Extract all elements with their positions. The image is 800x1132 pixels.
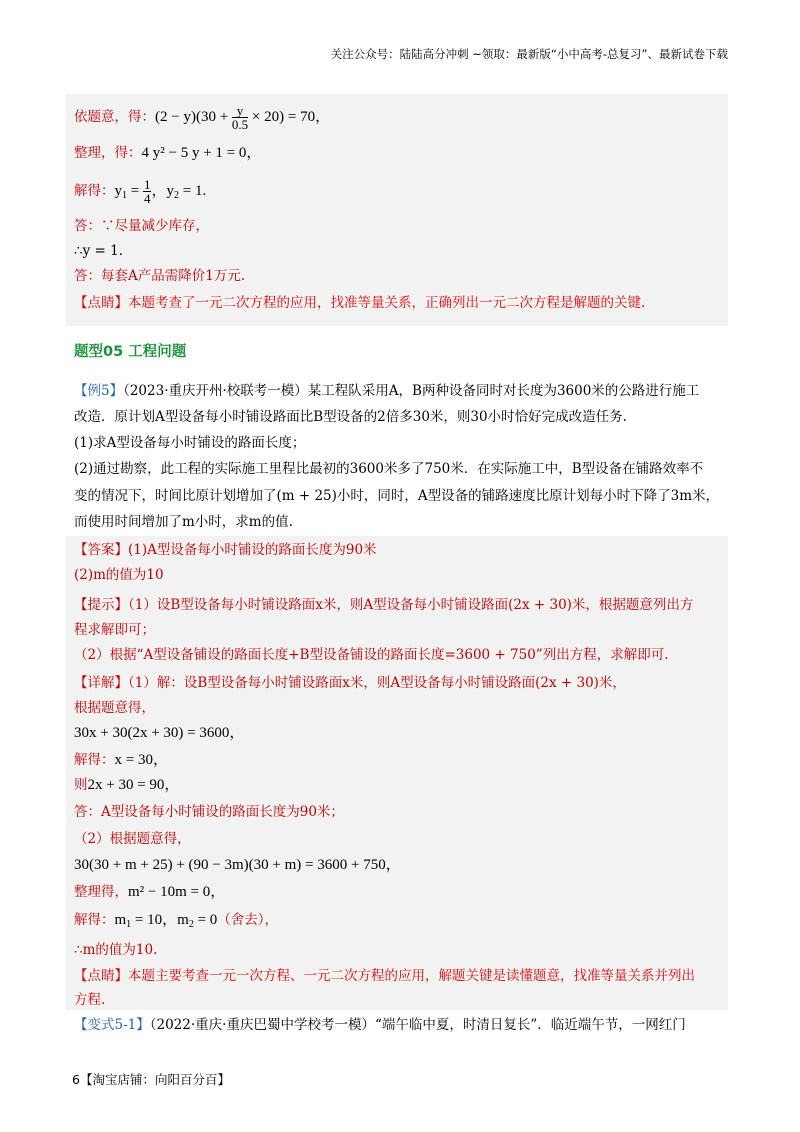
example-tag: 【例5】: [74, 383, 124, 399]
solution-line: 解得：$y_1$ = $\frac{1}{4}$ ，$y_2 = 1$.: [74, 177, 207, 206]
page-header: 关注公众号：陆陆高分冲刺 ~领取：最新版“小中高考-总复习”、最新试卷下载: [330, 47, 728, 61]
question-line: 改造．原计划A型设备每小时铺设路面比B型设备的2倍多30米，则30小时恰好完成改造任务.: [74, 409, 627, 425]
detail-line: 30x + 30(2x + 30) = 3600，: [74, 725, 245, 741]
hint-line: 程求解即可；: [74, 622, 155, 638]
detail-line: 则2x + 30 = 90，: [74, 777, 180, 793]
question-line: 变的情况下，时间比原计划增加了(m + 25)小时，同时，A型设备的铺路速度比原计划每小时下降了3m米，: [74, 488, 720, 504]
detail-line: 根据题意得，: [74, 700, 155, 716]
variant-line: 【变式5-1】（2022·重庆·重庆巴蜀中学校考一模）“端午临中夏，时清日复长”．临近端午节，一网红门: [74, 1017, 686, 1033]
answer-line: 【答案】(1)A型设备每小时铺设的路面长度为90米: [74, 542, 377, 558]
question-line: 而使用时间增加了m小时，求m的值.: [74, 514, 293, 530]
comment-line: 【点睛】本题主要考查一元一次方程、一元二次方程的应用，解题关键是读懂题意，找准等量关系并列出: [74, 968, 695, 984]
detail-line: ∴m的值为10.: [74, 942, 158, 958]
question-line: 【例5】（2023·重庆开州·校联考一模）某工程队采用A，B两种设备同时对长度为3600米的公路进行施工: [74, 383, 700, 399]
section-title: 题型05 工程问题: [74, 344, 187, 360]
variant-tag: 【变式5-1】: [74, 1017, 150, 1033]
page-footer: 6【淘宝店铺：向阳百分百】: [72, 1072, 230, 1087]
hint-line: 【提示】（1）设B型设备每小时铺设路面x米，则A型设备每小时铺设路面(2x + 30)米，根据题意列出方: [74, 597, 694, 613]
comment-line: 【点睛】本题考查了一元二次方程的应用，找准等量关系，正确列出一元二次方程是解题的关键.: [74, 295, 646, 311]
solution-line: 答：∵尽量减少库存，: [74, 218, 209, 234]
detail-line: 【详解】（1）解：设B型设备每小时铺设路面x米，则A型设备每小时铺设路面(2x + 30)米，: [74, 675, 626, 691]
hint-line: （2）根据“A型设备铺设的路面长度+B型设备铺设的路面长度=3600 + 750”列出方程，求解即可.: [74, 647, 669, 663]
detail-line: （2）根据题意得，: [74, 831, 191, 847]
solution-line: 整理，得：4 y² − 5 y + 1 = 0，: [74, 145, 262, 161]
question-line: (1)求A型设备每小时铺设的路面长度；: [74, 435, 306, 451]
detail-line: 答：A型设备每小时铺设的路面长度为90米；: [74, 804, 344, 820]
solution-line: 依题意，得：(2 − y)(30 + $\frac{y}{0.5}$ × 20) = 70，: [74, 103, 331, 132]
solution-line: 答：每套A产品需降价1万元.: [74, 268, 246, 284]
detail-line: 解得：x = 30，: [74, 752, 168, 768]
detail-line: 30(30 + m + 25) + (90 − 3m)(30 + m) = 3600 + 750，: [74, 857, 401, 873]
comment-line: 方程.: [74, 992, 106, 1008]
answer-line: (2)m的值为10: [74, 567, 164, 583]
detail-line: 解得：$m_1 = 10$，$m_2 = 0$（舍去），: [74, 912, 279, 930]
solution-line: ∴y = 1.: [74, 243, 123, 259]
question-line: (2)通过勘察，此工程的实际施工里程比最初的3600米多了750米．在实际施工中，B型设备在铺路效率不: [74, 461, 704, 477]
detail-line: 整理得，m² − 10m = 0，: [74, 884, 226, 900]
